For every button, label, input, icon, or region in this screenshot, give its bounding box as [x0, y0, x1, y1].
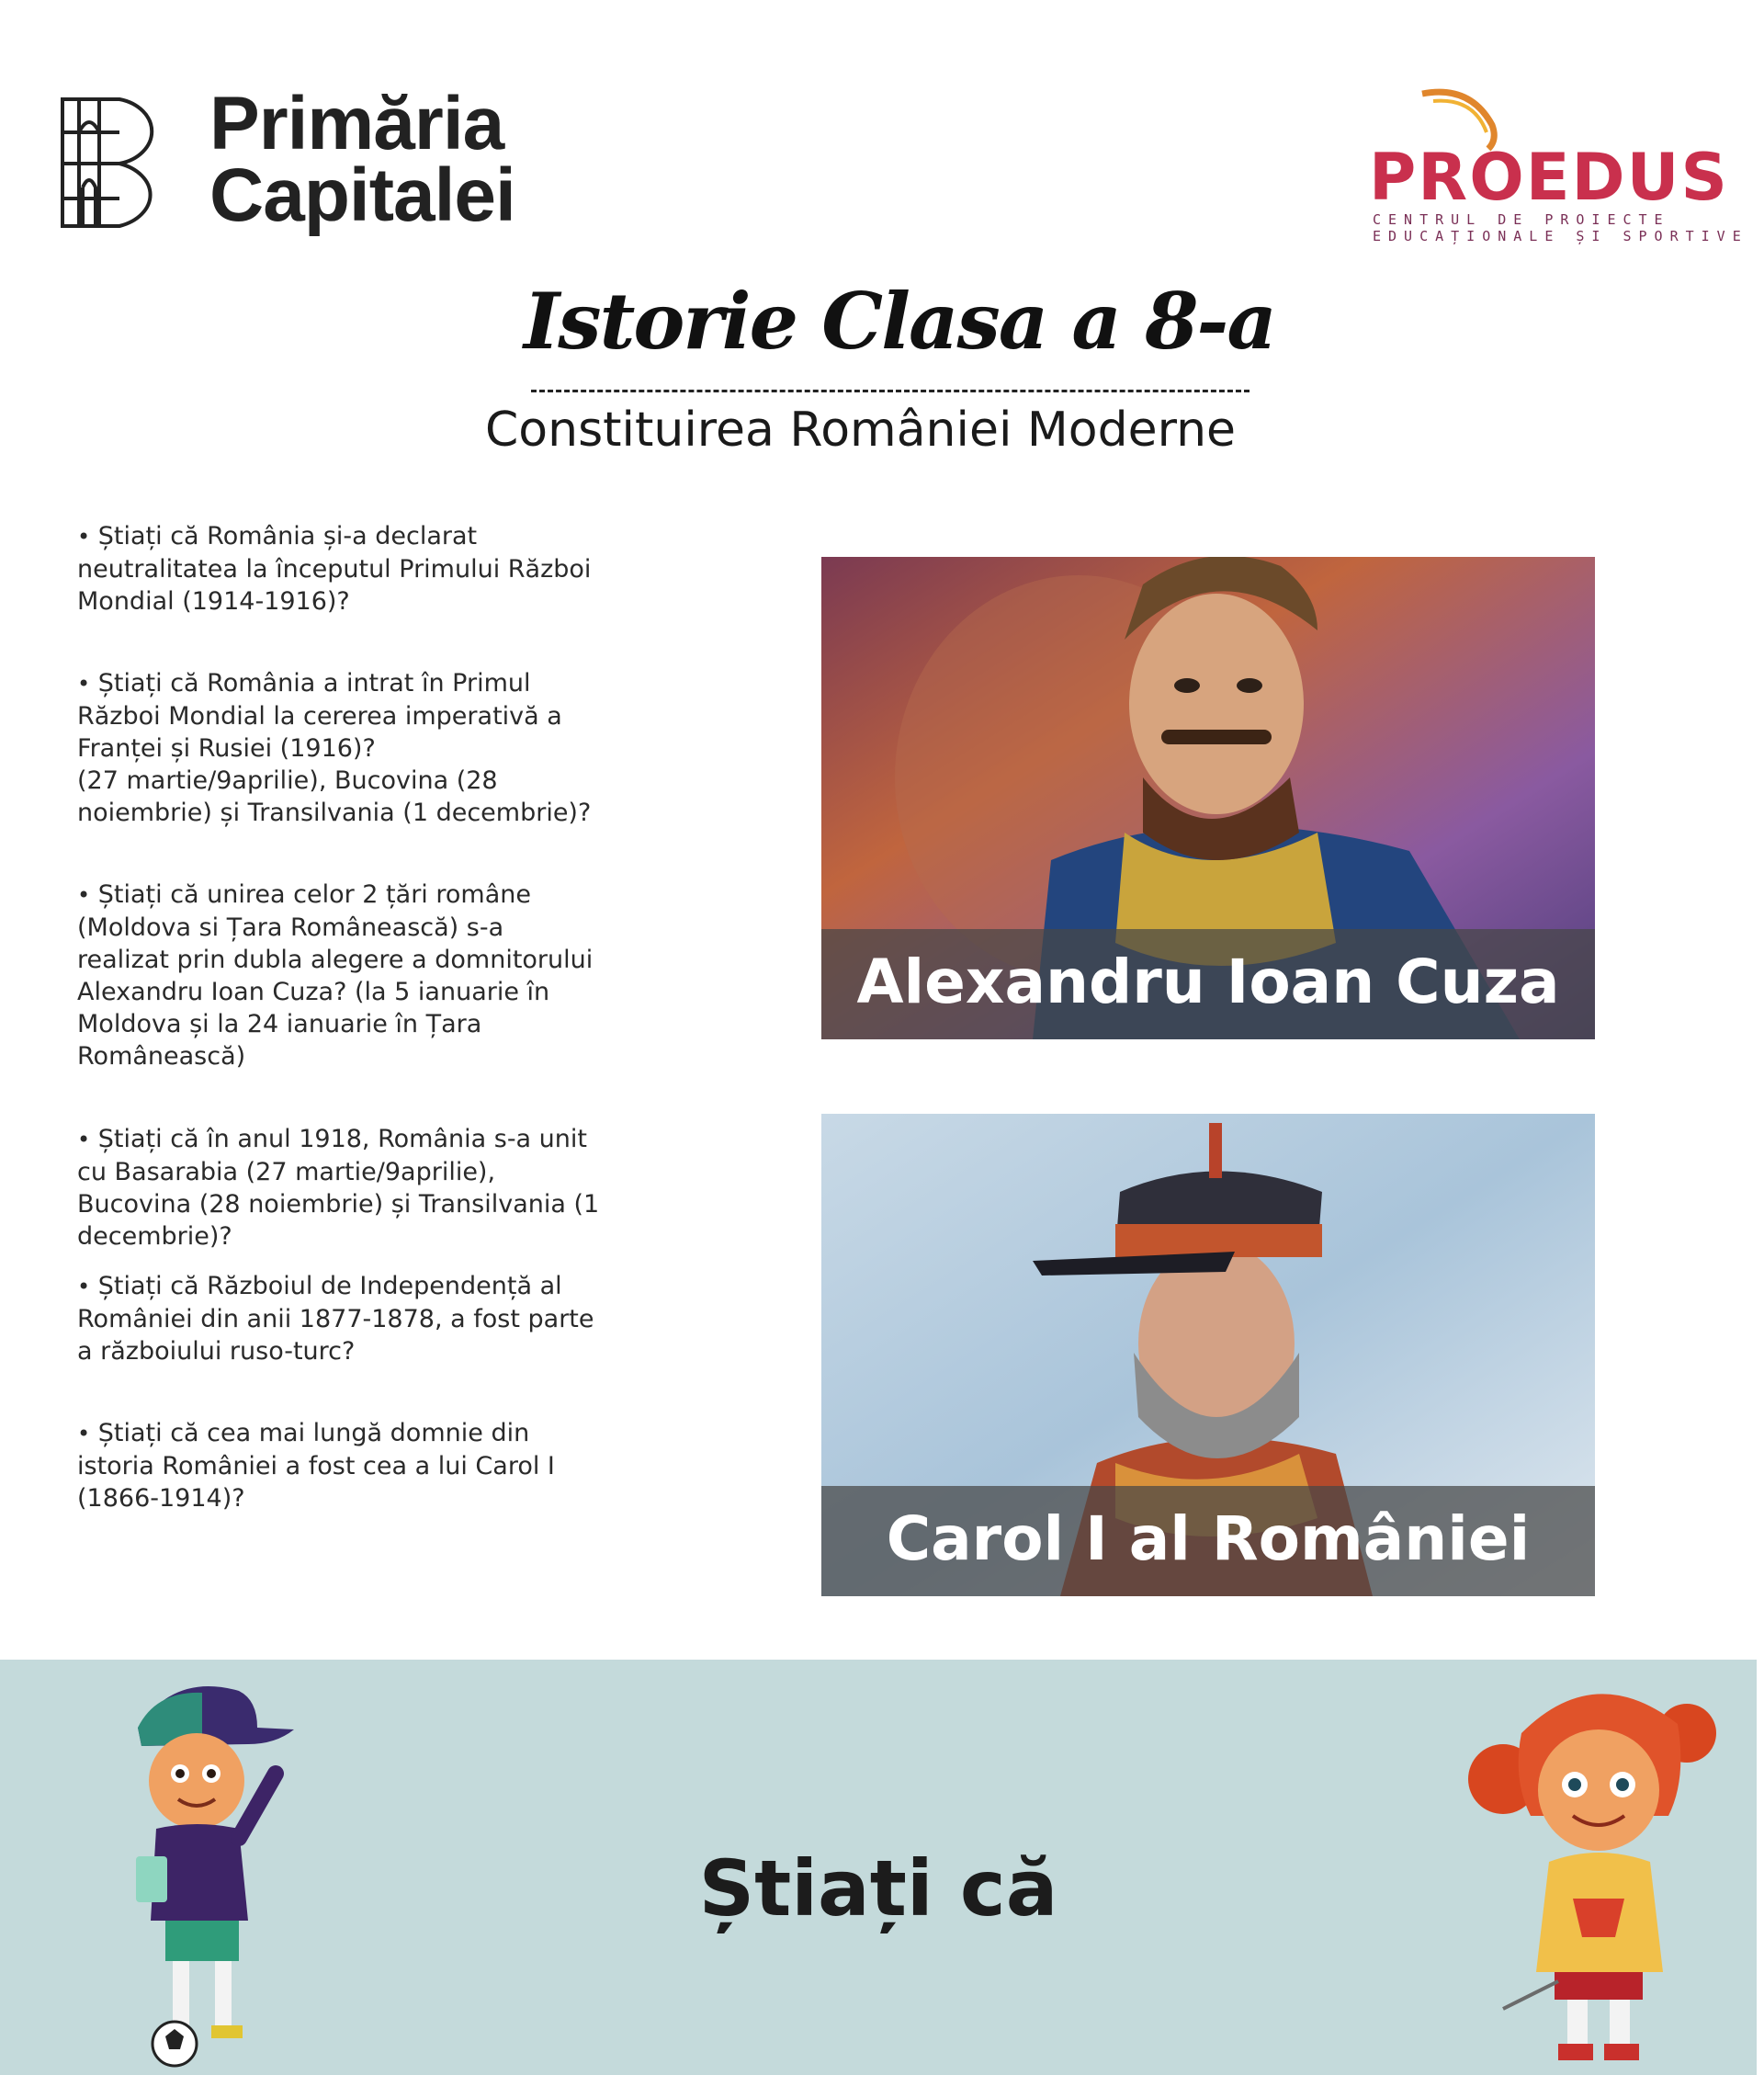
fact-item	[77, 1417, 610, 1514]
fact-line: neutralitatea la începutul Primului Război	[77, 555, 592, 584]
fact-line: Mondial (1914-1916)?	[77, 587, 350, 616]
girl-mascot-icon	[1466, 1669, 1724, 2064]
bullet-icon: •	[77, 1421, 91, 1446]
fact-line: istoria României a fost cea a lui Carol I	[77, 1452, 555, 1480]
org-name	[209, 82, 515, 237]
partner-tagline-line2: EDUCAȚIONALE ȘI SPORTIVE	[1373, 228, 1748, 244]
partner-tagline-line1: CENTRUL DE PROIECTE	[1373, 211, 1670, 228]
fact-line: Alexandru Ioan Cuza? (la 5 ianuarie în	[77, 978, 550, 1006]
portrait-carol	[821, 1114, 1595, 1596]
fact-line: (1866-1914)?	[77, 1484, 245, 1513]
fact-line: a războiului ruso-turc?	[77, 1337, 356, 1366]
title-divider	[531, 390, 1250, 392]
fact-line: decembrie)?	[77, 1222, 232, 1251]
fact-line: Știați că România a intrat în Primul	[97, 669, 531, 697]
fact-line: Bucovina (28 noiembrie) și Transilvania (1	[77, 1190, 600, 1219]
proedus-logo	[1369, 88, 1748, 244]
fact-item	[77, 667, 610, 829]
fact-line: (27 martie/9aprilie), Bucovina (28	[77, 766, 498, 795]
fact-line: Știați că în anul 1918, România s-a unit	[97, 1125, 587, 1153]
fact-line: noiembrie) și Transilvania (1 decembrie)?	[77, 799, 592, 827]
fact-line: cu Basarabia (27 martie/9aprilie),	[77, 1158, 496, 1186]
page-title: Istorie Clasa a 8-a	[524, 276, 1275, 367]
boy-mascot-icon	[119, 1672, 322, 2068]
fact-line: realizat prin dubla alegere a domnitorului	[77, 946, 594, 974]
fact-item	[77, 879, 610, 1072]
bullet-icon: •	[77, 671, 91, 697]
portrait-caption: Carol I al României	[886, 1503, 1531, 1574]
fact-item	[77, 520, 610, 618]
page-subtitle: Constituirea României Moderne	[485, 403, 1237, 458]
org-name-line2: Capitalei	[209, 153, 515, 237]
fact-line: Știați că unirea celor 2 țări române	[97, 880, 531, 909]
portrait-caption: Alexandru Ioan Cuza	[856, 947, 1560, 1017]
fact-line: Franței și Rusiei (1916)?	[77, 734, 376, 763]
partner-name: PROEDUS	[1369, 140, 1729, 215]
fact-line: Știați că cea mai lungă domnie din	[97, 1419, 530, 1447]
footer-title: Știați că	[698, 1843, 1058, 1933]
fact-item	[77, 1123, 610, 1253]
fact-line: Moldova și la 24 ianuarie în Țara	[77, 1010, 482, 1038]
fact-line: Românească)	[77, 1042, 246, 1071]
primaria-capitalei-logo-icon	[59, 96, 175, 230]
bullet-icon: •	[77, 1274, 91, 1299]
bullet-icon: •	[77, 882, 91, 908]
fact-line: României din anii 1877-1878, a fost parte	[77, 1305, 594, 1333]
fact-line: Știați că România și-a declarat	[97, 522, 478, 550]
fact-item	[77, 1270, 610, 1367]
bullet-icon: •	[77, 524, 91, 550]
fact-line: Știați că Războiul de Independență al	[97, 1272, 562, 1300]
fact-line: Război Mondial la cererea imperativă a	[77, 702, 562, 731]
org-name-line1: Primăria	[209, 82, 504, 165]
fact-line: (Moldova si Țara Românească) s-a	[77, 913, 504, 942]
bullet-icon: •	[77, 1127, 91, 1152]
portrait-cuza	[821, 557, 1595, 1039]
